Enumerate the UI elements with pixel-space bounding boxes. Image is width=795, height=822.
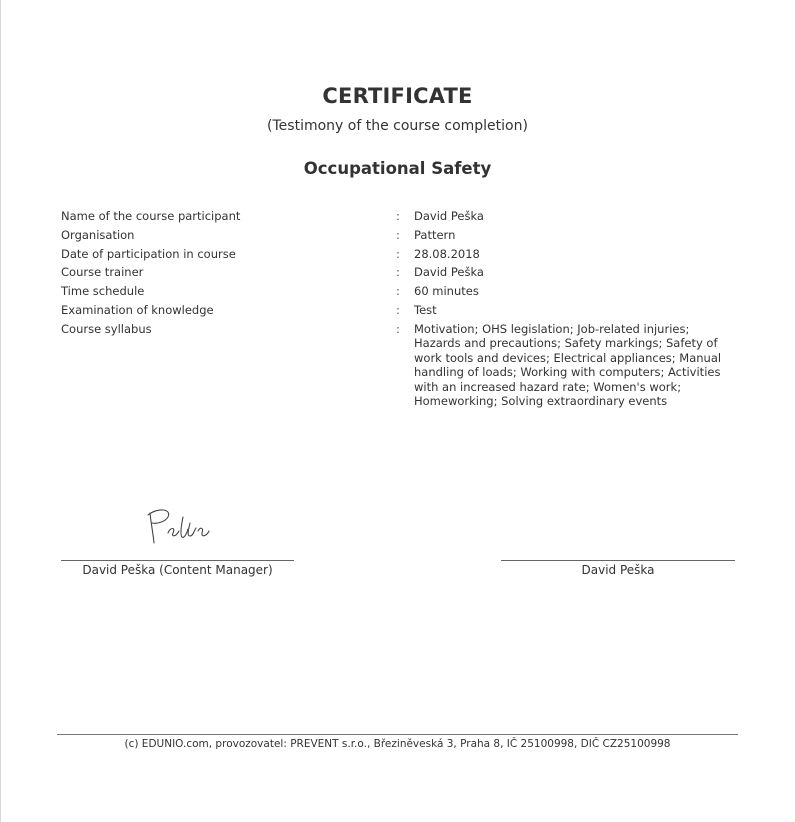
footer-text: (c) EDUNIO.com, provozovatel: PREVENT s.r.o., Březiněveská 3, Praha 8, IČ 25100998, DIČ CZ25100998 — [124, 738, 671, 750]
detail-row-syllabus — [61, 322, 741, 409]
detail-label: Course syllabus — [61, 321, 152, 336]
detail-separator: : — [396, 302, 400, 317]
detail-value: 28.08.2018 — [414, 246, 480, 261]
detail-separator: : — [396, 227, 400, 242]
detail-value: Test — [414, 302, 437, 317]
detail-separator: : — [396, 321, 400, 336]
detail-label: Date of participation in course — [61, 246, 236, 261]
handwritten-signature-icon — [140, 503, 220, 547]
detail-row-examination — [61, 303, 741, 318]
detail-value: Motivation; OHS legislation; Job-related injuries; Hazards and precautions; Safety markings; Safety of work tools and devices; Electrical appliances; Manual handling of loads; Working with computers; Activities with an increased hazard rate; Women's work; Homeworking; Solving extraordinary events — [414, 321, 722, 409]
signature-line-right — [501, 560, 735, 561]
certificate-subtitle: (Testimony of the course completion) — [267, 118, 528, 134]
detail-value: Pattern — [414, 227, 456, 242]
detail-label: Course trainer — [61, 265, 144, 280]
detail-label: Name of the course participant — [61, 209, 241, 223]
detail-separator: : — [396, 265, 400, 280]
signature-line-left — [61, 560, 294, 561]
course-name: Occupational Safety — [303, 159, 492, 178]
details-table — [61, 209, 741, 413]
detail-separator: : — [396, 209, 400, 223]
signatory-name-left: David Peška (Content Manager) — [82, 563, 273, 577]
detail-row-trainer — [61, 265, 741, 280]
detail-label: Organisation — [61, 227, 135, 242]
detail-value: David Peška — [414, 209, 484, 223]
footer-divider — [57, 734, 738, 735]
detail-separator: : — [396, 246, 400, 261]
detail-separator: : — [396, 284, 400, 299]
detail-label: Time schedule — [61, 284, 145, 299]
detail-label: Examination of knowledge — [61, 302, 214, 317]
detail-row-organisation — [61, 228, 741, 243]
signatory-name-right: David Peška — [581, 563, 655, 577]
detail-row-time-schedule — [61, 284, 741, 299]
detail-value: David Peška — [414, 265, 484, 280]
detail-value: 60 minutes — [414, 284, 479, 299]
certificate-title: CERTIFICATE — [322, 84, 473, 108]
detail-row-date — [61, 247, 741, 262]
detail-row-participant — [61, 209, 741, 224]
